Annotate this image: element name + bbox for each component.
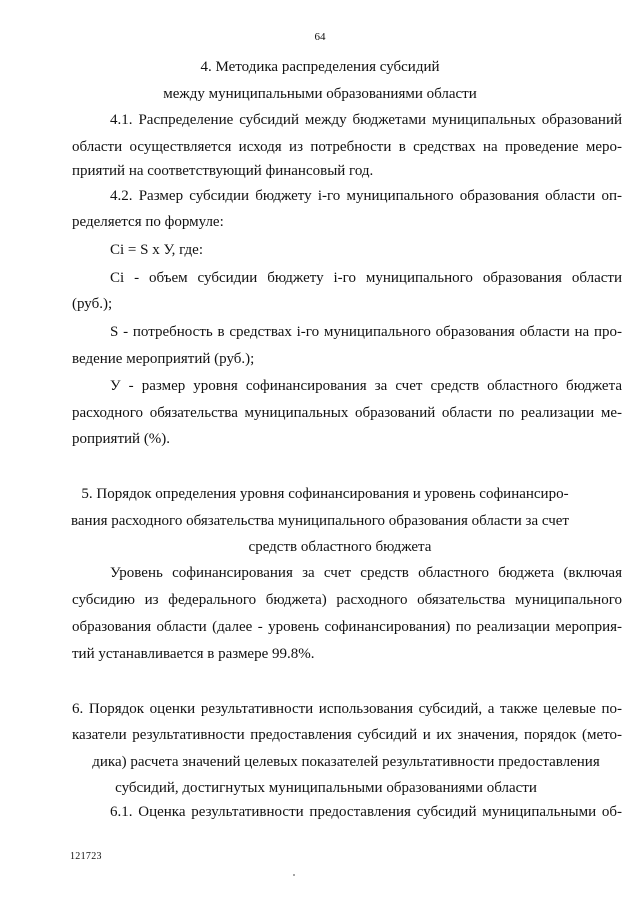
paragraph-4-1-line-2: области осуществляется исходя из потребности в средствах на проведение меро- — [72, 139, 622, 155]
scan-speck — [293, 874, 295, 876]
section-6-title-line-4: субсидий, достигнутых муниципальными образованиями области — [115, 780, 537, 796]
definition-ci-line-1: Ci - объем субсидии бюджету i-го муниципального образования области — [110, 270, 622, 286]
paragraph-6-1-line-1: 6.1. Оценка результативности предоставления субсидий муниципальными об- — [110, 804, 622, 820]
paragraph-4-2-line-1: 4.2. Размер субсидии бюджету i-го муниципального образования области оп- — [110, 188, 622, 204]
section-5-body-line-2: субсидию из федерального бюджета) расходного обязательства муниципального — [72, 592, 622, 608]
definition-y-line-3: роприятий (%). — [72, 431, 171, 447]
section-5-body-line-4: тий устанавливается в размере 99.8%. — [72, 646, 315, 662]
section-5-body-line-3: образования области (далее - уровень софинансирования) по реализации мероприя- — [72, 619, 622, 635]
paragraph-4-2-line-2: ределяется по формуле: — [72, 214, 224, 230]
definition-ci-line-2: (руб.); — [72, 296, 113, 312]
definition-y-line-2: расходного обязательства муниципальных образований области по реализации ме- — [72, 405, 622, 421]
section-4-title-line-2: между муниципальными образованиями области — [163, 86, 477, 102]
section-5-title-line-3: средств областного бюджета — [248, 539, 432, 555]
section-6-title-line-3: дика) расчета значений целевых показателей результативности предоставления — [92, 754, 600, 770]
formula: Ci = S x У, где: — [110, 242, 204, 258]
definition-s-line-2: ведение мероприятий (руб.); — [72, 351, 255, 367]
section-5-title-line-1: 5. Порядок определения уровня софинансирования и уровень софинансиро- — [81, 486, 569, 502]
definition-s-line-1: S - потребность в средствах i-го муниципального образования области на про- — [110, 324, 622, 340]
footer-code: 121723 — [70, 851, 102, 862]
section-6-title-line-1: 6. Порядок оценки результативности использования субсидий, а также целевые по- — [72, 701, 622, 717]
page-number: 64 — [314, 31, 326, 43]
section-4-title-line-1: 4. Методика распределения субсидий — [200, 59, 440, 75]
definition-y-line-1: У - размер уровня софинансирования за счет средств областного бюджета — [110, 378, 622, 394]
section-6-title-line-2: казатели результативности предоставления субсидий и их значения, порядок (мето- — [72, 727, 622, 743]
paragraph-4-1-line-1: 4.1. Распределение субсидий между бюджетами муниципальных образований — [110, 112, 622, 128]
section-5-body-line-1: Уровень софинансирования за счет средств областного бюджета (включая — [110, 565, 622, 581]
section-5-title-line-2: вания расходного обязательства муниципального образования области за счет — [71, 513, 569, 529]
paragraph-4-1-line-3: приятий на соответствующий финансовый год. — [72, 163, 374, 179]
